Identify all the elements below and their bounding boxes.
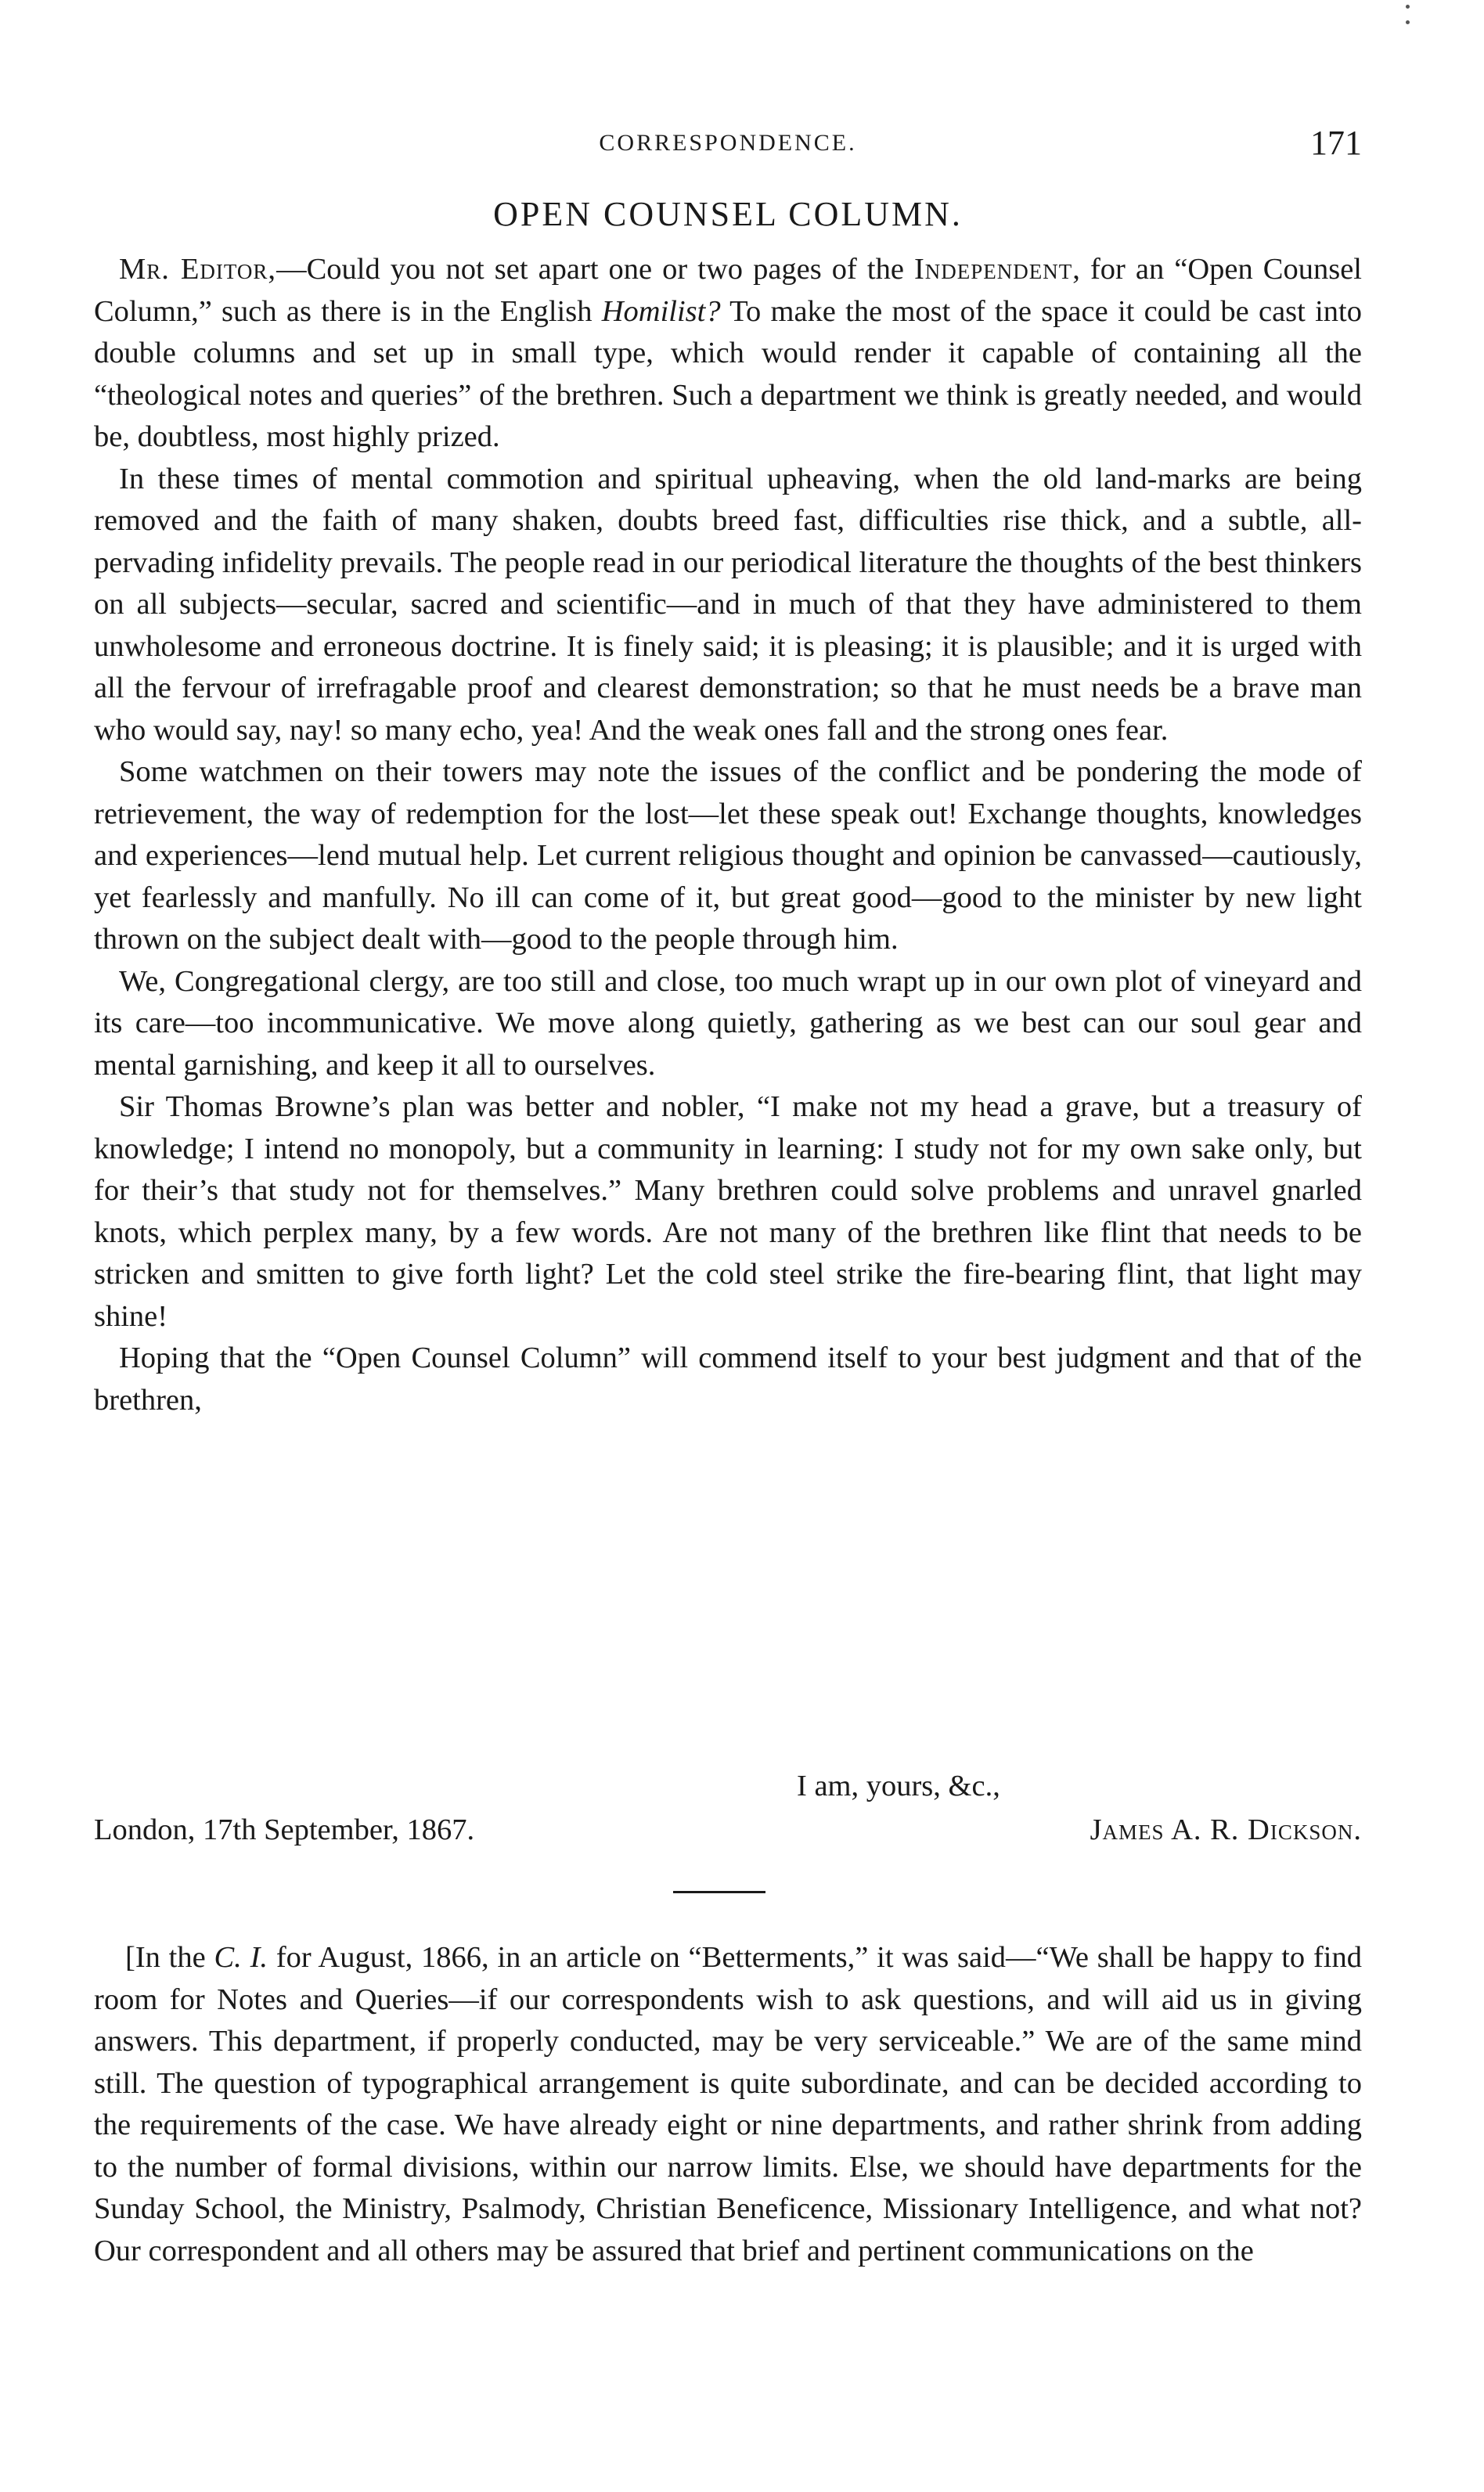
paragraph-text: [In the <box>125 1941 214 1974</box>
homilist-title: Homilist? <box>601 294 721 328</box>
running-head <box>94 124 1362 163</box>
paragraph-text: —Could you not set apart one or two pages of the <box>276 253 914 286</box>
section-divider <box>673 1891 765 1893</box>
letter-paragraph-1 <box>94 249 1362 459</box>
letter-closing: I am, yours, &c., <box>797 1770 1000 1802</box>
paragraph-text: To make the most of the space it could be cast into double columns and set up in small type, which would render it capable of containing all the “theological notes and queries” of the brethren. Such a department we think is greatly needed, and would be, doubtless, most highly prized. <box>94 294 1362 453</box>
place-date: London, 17th September, 1867. <box>94 1813 475 1846</box>
journal-name: Independent <box>913 253 1073 286</box>
margin-dots <box>1406 5 1412 44</box>
dot <box>1406 20 1410 24</box>
letter-paragraph-3: Some watchmen on their towers may note the issues of the conflict and be pondering the mode of retrievement, the way of redemption for the lost—let these speak out! Exchange thoughts, knowledges and experiences—lend mutual help. Let current religious thought and opinion be canvassed—cautiously, yet fearlessly and manfully. No ill can come of it, but great good—good to the minister by new light thrown on the subject dealt with—good to the people through him. <box>94 755 1362 956</box>
letter-body <box>94 249 1362 1421</box>
dot <box>1406 5 1410 9</box>
journal-abbreviation: C. I. <box>214 1941 268 1974</box>
paragraph-text: for August, 1866, in an article on “Betterments,” it was said—“We shall be happy to find room for Notes and Queries—if our correspondents wish to ask questions, and will aid us in giving answers. This department, if properly conducted, may be very serviceable.” We are of the same mind still. The question of typographical arrangement is quite subordinate, and can be decided according to the requirements of the case. We have already eight or nine departments, and rather shrink from adding to the number of formal divisions, within our narrow limits. Else, we should have departments for the Sunday School, the Ministry, Psalmody, Christian Beneficence, Missionary Intelligence, and what not? Our correspondent and all others may be assured that brief and pertinent communications on the <box>94 1941 1362 2267</box>
signature: James A. R. Dickson. <box>1090 1813 1362 1846</box>
page-number: 171 <box>1310 124 1362 162</box>
salutation: Mr. Editor, <box>119 253 277 286</box>
paragraph-text: , for an “Open Counsel Column,” such as there is in the English <box>94 253 1362 328</box>
letter-paragraph-4: We, Congregational clergy, are too still and close, too much wrapt up in our own plot of vineyard and its care—too incommunicative. We move along quietly, gathering as we best can our soul gear and mental garnishing, and keep it all to ourselves. <box>94 964 1362 1082</box>
article-title: OPEN COUNSEL COLUMN. <box>493 195 963 233</box>
running-title: CORRESPONDENCE. <box>599 130 857 156</box>
letter-paragraph-2: In these times of mental commotion and spiritual upheaving, when the old land-marks are being removed and the faith of many shaken, doubts breed fast, difficulties rise thick, and a subtle, all-pervading infidelity prevails. The people read in our periodical literature the thoughts of the best thinkers on all subjects—secular, sacred and scientific—and in much of that they have administered to them unwholesome and erroneous doctrine. It is finely said; it is pleasing; it is plausible; and it is urged with all the fervour of irrefragable proof and clearest demonstration; so that he must needs be a brave man who would say, nay! so many echo, yea! And the weak ones fall and the strong ones fear. <box>94 462 1362 747</box>
editor-note <box>94 1937 1362 2272</box>
letter-paragraph-5: Sir Thomas Browne’s plan was better and nobler, “I make not my head a grave, but a treasury of knowledge; I intend no monopoly, but a community in learning: I study not for my own sake only, but for their’s that study not for themselves.” Many brethren could solve problems and unravel gnarled knots, which perplex many, by a few words. Are not many of the brethren like flint that needs to be stricken and smitten to give forth light? Let the cold steel strike the fire-bearing flint, that light may shine! <box>94 1090 1362 1333</box>
editor-note-paragraph <box>94 1937 1362 2272</box>
letter-paragraph-6: Hoping that the “Open Counsel Column” will commend itself to your best judgment and that of the brethren, <box>94 1341 1362 1417</box>
